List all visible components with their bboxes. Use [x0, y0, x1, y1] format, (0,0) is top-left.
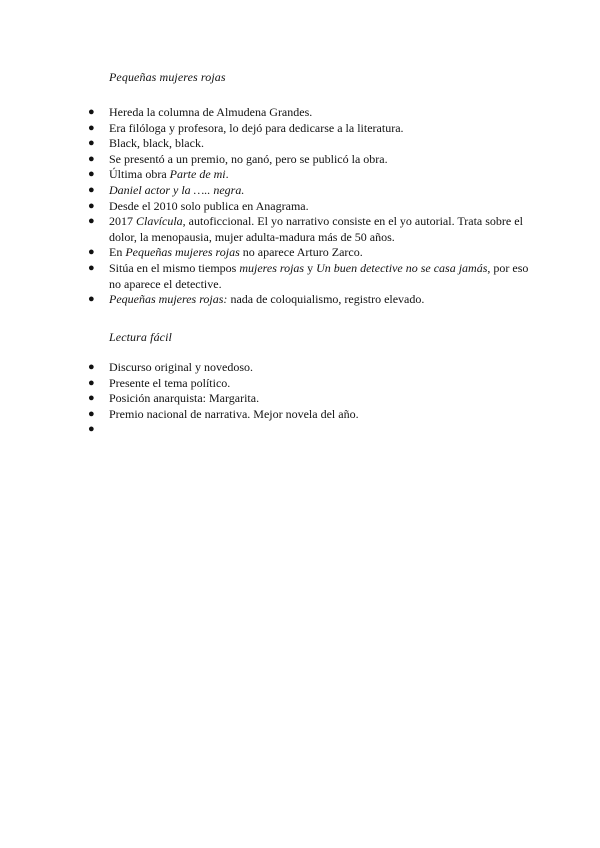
list-item: [0, 199, 600, 215]
list-item-text: , autoficcional. El yo narrativo consiste en el yo autorial. Trata sobre el dolor, la menopausia, mujer adulta-madura más de 50 años.: [109, 214, 523, 244]
bullet-icon: ●: [88, 407, 95, 420]
list-item: [0, 376, 600, 392]
bullet-icon: ●: [88, 215, 95, 228]
bullet-icon: ●: [88, 261, 95, 274]
bullet-list-section2: [0, 360, 600, 436]
list-item-text: Black, black, black.: [109, 136, 204, 151]
list-item-text: , por eso no aparece el detective.: [109, 260, 529, 291]
list-item-text: Última obra: [109, 167, 170, 182]
list-item: [0, 183, 600, 199]
list-item-text: Hereda la columna de Almudena Grandes.: [109, 105, 313, 119]
list-item: [0, 167, 600, 183]
list-item-text: Se presentó a un premio, no ganó, pero se publicó la obra.: [109, 151, 388, 166]
list-item-text: Daniel actor y la ….. negra.: [109, 182, 245, 197]
list-item: [0, 245, 600, 261]
list-item: [0, 152, 600, 168]
list-item-text: Posición anarquista: Margarita.: [109, 391, 260, 406]
list-item-text: Premio nacional de narrativa. Mejor novela del año.: [109, 406, 359, 421]
bullet-icon: ●: [88, 361, 95, 373]
list-item-text: Era filóloga y profesora, lo dejó para dedicarse a la literatura.: [109, 120, 404, 135]
list-item-text: Pequeñas mujeres rojas:: [109, 292, 228, 307]
bullet-icon: ●: [88, 168, 95, 181]
bullet-icon: ●: [88, 246, 95, 259]
list-item-text: En: [109, 245, 126, 260]
list-item-text: Un buen detective no se casa jamás: [316, 260, 488, 275]
list-item-text: no aparece Arturo Zarco.: [239, 245, 363, 260]
list-item-text: Clavícula: [136, 214, 183, 229]
list-item-text: Discurso original y novedoso.: [109, 360, 253, 374]
list-item-text: y: [304, 260, 317, 275]
list-item-text: 2017: [109, 214, 136, 229]
list-item-text: Presente el tema político.: [109, 375, 231, 390]
list-item: [0, 391, 600, 407]
bullet-icon: ●: [88, 392, 95, 405]
list-item: [0, 407, 600, 423]
list-item-text: .: [225, 167, 229, 182]
bullet-icon: ●: [88, 423, 95, 436]
list-item: [0, 136, 600, 152]
bullet-icon: ●: [88, 199, 95, 212]
list-item-text: mujeres rojas: [239, 260, 305, 275]
list-item: [0, 261, 600, 292]
list-item: [0, 105, 600, 121]
list-item: [0, 292, 600, 308]
list-item-text: nada de coloquialismo, registro elevado.: [227, 292, 425, 307]
bullet-icon: ●: [88, 137, 95, 150]
list-item: [0, 121, 600, 137]
bullet-icon: ●: [88, 121, 95, 134]
section-heading-pequenas-mujeres-rojas: Pequeñas mujeres rojas: [109, 70, 226, 84]
list-item: [0, 214, 600, 245]
bullet-icon: ●: [88, 376, 95, 389]
list-item-text: Parte de mi: [169, 167, 226, 182]
list-item-text: Pequeñas mujeres rojas: [125, 245, 240, 260]
list-item-text: Sitúa en el mismo tiempos: [109, 260, 240, 275]
bullet-icon: ●: [88, 183, 95, 196]
bullet-icon: ●: [88, 293, 95, 306]
list-item: [0, 360, 600, 376]
bullet-icon: ●: [88, 152, 95, 165]
list-item-text: Desde el 2010 solo publica en Anagrama.: [109, 198, 309, 213]
section-heading-lectura-facil: Lectura fácil: [109, 330, 172, 344]
bullet-icon: ●: [88, 106, 95, 118]
bullet-list-section1: [0, 105, 600, 308]
